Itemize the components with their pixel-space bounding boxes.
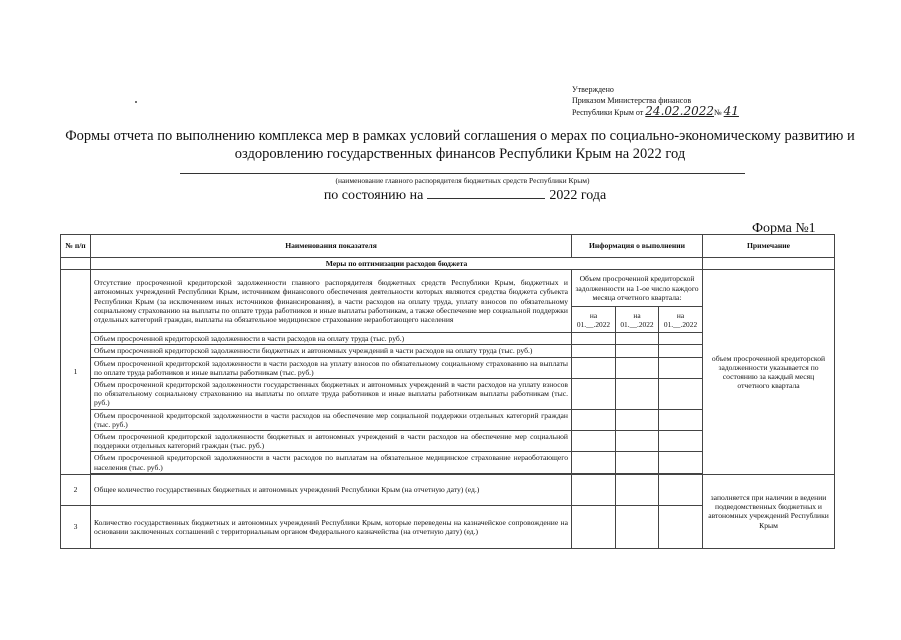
header-num: № п/п bbox=[61, 235, 91, 258]
value-cell[interactable] bbox=[572, 409, 616, 430]
approval-line-1: Утверждено bbox=[572, 85, 614, 94]
as-of-line bbox=[210, 186, 720, 204]
row-number: 1 bbox=[61, 270, 91, 475]
value-cell[interactable] bbox=[659, 379, 703, 410]
subrow-label: Объем просроченной кредиторской задолженности в части расходов на оплату труда (тыс. руб.) bbox=[91, 333, 572, 345]
row1-main-text: Отсутствие просроченной кредиторской задолженности главного распорядителя бюджетных средств Республики Крым, бюджетных и автономных учреждений Республики Крым, источником финансового обеспечения деятельности которых являются средства бюджета субъекта Республики Крым (за исключением иных источников финансирования), в части расходов на оплату труда, уплату взносов по обязательному социальному страхованию на выплаты по оплате труда работников и иные выплаты работникам, а также обеспечение мер социальной поддержки отдельных категорий граждан, выплаты на обязательное медицинское страхование нераоботающего населения bbox=[91, 270, 572, 333]
date-column-1: на 01.__.2022 bbox=[572, 307, 616, 333]
value-cell[interactable] bbox=[659, 452, 703, 473]
as-of-date-blank bbox=[427, 186, 545, 199]
row1-info-header: Объем просроченной кредиторской задолженности на 1-ое число каждого месяца отчетного квартала: bbox=[572, 270, 703, 307]
value-cell[interactable] bbox=[572, 345, 616, 357]
document-title-line-1: Формы отчета по выполнению комплекса мер в рамках условий соглашения о мерах по социально-экономическому развитию и bbox=[65, 128, 855, 144]
approval-number: 41 bbox=[723, 104, 739, 118]
value-cell[interactable] bbox=[572, 474, 616, 505]
section-row bbox=[61, 258, 835, 270]
form-number: Форма №1 bbox=[752, 221, 816, 236]
value-cell[interactable] bbox=[616, 357, 659, 378]
row-number: 3 bbox=[61, 505, 91, 548]
table-row bbox=[61, 474, 835, 505]
value-cell[interactable] bbox=[616, 505, 659, 548]
value-cell[interactable] bbox=[572, 357, 616, 378]
row1-note: объем просроченной кредиторской задолженности указывается по состоянию за каждый месяц отчетного квартала bbox=[703, 270, 835, 475]
value-cell[interactable] bbox=[659, 474, 703, 505]
report-table bbox=[60, 234, 835, 549]
document-title bbox=[60, 127, 860, 163]
date-column-3: на 01.__.2022 bbox=[659, 307, 703, 333]
value-cell[interactable] bbox=[572, 452, 616, 473]
subrow-label: Объем просроченной кредиторской задолженности в части расходов на уплату взносов по обязательному социальному страхованию на выплаты по оплате труда работников и иные выплаты работникам (тыс. руб.) bbox=[91, 357, 572, 378]
approval-block bbox=[572, 84, 739, 118]
value-cell[interactable] bbox=[616, 333, 659, 345]
approval-line-3-prefix: Республики Крым от bbox=[572, 108, 644, 117]
row3-text: Количество государственных бюджетных и автономных учреждений Республики Крым, которые переведены на казначейское сопровождение на основании заключенных соглашений с территориальным органом Федерального казначейства (на отчетную дату) (ед.) bbox=[91, 505, 572, 548]
organization-name-line bbox=[180, 173, 745, 174]
value-cell[interactable] bbox=[659, 505, 703, 548]
value-cell[interactable] bbox=[659, 333, 703, 345]
stray-dot bbox=[135, 101, 137, 103]
value-cell[interactable] bbox=[572, 505, 616, 548]
row2-text: Общее количество государственных бюджетных и автономных учреждений Республики Крым (на отчетную дату) (ед.) bbox=[91, 474, 572, 505]
approval-line-2: Приказом Министерства финансов bbox=[572, 96, 692, 105]
header-name: Наименования показателя bbox=[91, 235, 572, 258]
date-column-2: на 01.__.2022 bbox=[616, 307, 659, 333]
value-cell[interactable] bbox=[616, 474, 659, 505]
value-cell[interactable] bbox=[659, 345, 703, 357]
row-number: 2 bbox=[61, 474, 91, 505]
value-cell[interactable] bbox=[616, 379, 659, 410]
value-cell[interactable] bbox=[616, 431, 659, 452]
value-cell[interactable] bbox=[659, 409, 703, 430]
subrow-label: Объем просроченной кредиторской задолженности бюджетных и автономных учреждений в части расходов на оплату труда (тыс. руб.) bbox=[91, 345, 572, 357]
section-title: Меры по оптимизации расходов бюджета bbox=[91, 258, 703, 270]
subrow-label: Объем просроченной кредиторской задолженности государственных бюджетных и автономных учреждений в части расходов на уплату взносов по обязательному социальному страхованию на выплаты по оплате труда работников и иные выплаты работникам выплаты работникам (тыс. руб.) bbox=[91, 379, 572, 410]
value-cell[interactable] bbox=[616, 452, 659, 473]
subrow-label: Объем просроченной кредиторской задолженности в части расходов на обеспечение мер социальной поддержки отдельных категорий граждан (тыс. руб.) bbox=[91, 409, 572, 430]
value-cell[interactable] bbox=[616, 345, 659, 357]
subrow-label: Объем просроченной кредиторской задолженности в части расходов по выплатам на обязательное медицинское страхование нераоботающего населения (тыс. руб.) bbox=[91, 452, 572, 473]
value-cell[interactable] bbox=[572, 333, 616, 345]
organization-name-caption: (наименование главного распорядителя бюджетных средств Республики Крым) bbox=[335, 176, 590, 185]
as-of-suffix: 2022 года bbox=[549, 188, 607, 203]
value-cell[interactable] bbox=[659, 431, 703, 452]
table-header-row bbox=[61, 235, 835, 258]
document-title-line-2: оздоровлению государственных финансов Республики Крым на 2022 год bbox=[234, 146, 686, 162]
table-row bbox=[61, 270, 835, 307]
header-info: Информация о выполнении bbox=[572, 235, 703, 258]
approval-number-sign: № bbox=[714, 108, 722, 117]
as-of-prefix: по состоянию на bbox=[323, 188, 424, 203]
rows-2-3-note: заполняется при наличии в ведении подведомственных бюджетных и автономных учреждений Республики Крым bbox=[703, 474, 835, 548]
value-cell[interactable] bbox=[572, 379, 616, 410]
subrow-label: Объем просроченной кредиторской задолженности бюджетных и автономных учреждений в части расходов на обеспечение мер социальной поддержки отдельных категорий граждан (тыс. руб.) bbox=[91, 431, 572, 452]
value-cell[interactable] bbox=[616, 409, 659, 430]
header-note: Примечание bbox=[703, 235, 835, 258]
approval-line-3 bbox=[572, 106, 739, 118]
value-cell[interactable] bbox=[572, 431, 616, 452]
value-cell[interactable] bbox=[659, 357, 703, 378]
approval-date: 24.02.2022 bbox=[645, 104, 715, 118]
